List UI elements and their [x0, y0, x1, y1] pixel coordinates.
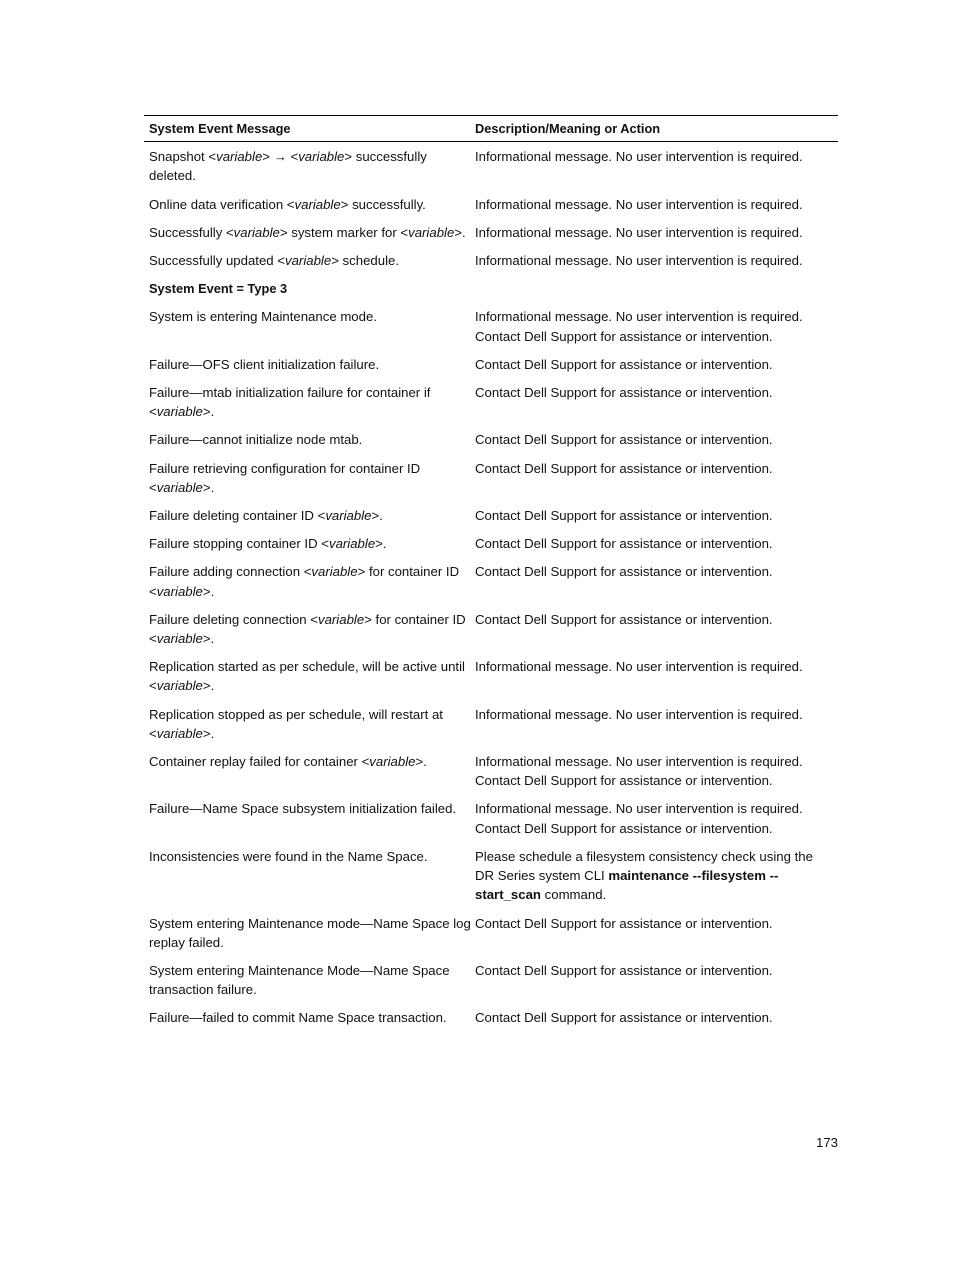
- description-cell: Contact Dell Support for assistance or intervention.: [475, 915, 773, 931]
- event-message-cell: Online data verification <variable> successfully.: [149, 196, 426, 212]
- table-row: [144, 747, 838, 794]
- table-section-row: [144, 274, 838, 302]
- table-row: [144, 454, 838, 501]
- table-row: [144, 218, 838, 246]
- event-message-cell: Failure deleting container ID <variable>.: [149, 508, 383, 524]
- table-row: [144, 350, 838, 378]
- event-message-cell: Failure—Name Space subsystem initialization failed.: [149, 801, 457, 817]
- table-row: [144, 557, 838, 604]
- system-event-table: [144, 115, 838, 1032]
- event-message-cell: Failure—OFS client initialization failure.: [149, 356, 380, 372]
- description-cell: Please schedule a filesystem consistency check using the DR Series system CLI maintenance --filesystem --start_scan command.: [475, 848, 813, 903]
- description-cell: Contact Dell Support for assistance or intervention.: [475, 564, 773, 580]
- description-cell: Contact Dell Support for assistance or intervention.: [475, 536, 773, 552]
- table-row: [144, 956, 838, 1003]
- description-cell: Contact Dell Support for assistance or intervention.: [475, 508, 773, 524]
- event-message-cell: Failure adding connection <variable> for container ID <variable>.: [149, 564, 460, 599]
- section-label: System Event = Type 3: [149, 281, 288, 297]
- table-row: [144, 501, 838, 529]
- event-message-cell: Failure deleting connection <variable> for container ID <variable>.: [149, 611, 466, 647]
- event-message-cell: Failure stopping container ID <variable>.: [149, 536, 387, 552]
- description-cell: Informational message. No user intervention is required. Contact Dell Support for assistance or intervention.: [475, 754, 803, 789]
- description-cell: Informational message. No user intervention is required.: [475, 659, 803, 675]
- description-cell: Informational message. No user intervention is required. Contact Dell Support for assistance or intervention.: [475, 801, 803, 836]
- table-row: [144, 425, 838, 453]
- description-cell: Informational message. No user intervention is required.: [475, 149, 803, 165]
- table-row: [144, 190, 838, 218]
- description-cell: Contact Dell Support for assistance or intervention.: [475, 460, 773, 476]
- description-cell: Informational message. No user intervention is required.: [475, 196, 803, 212]
- description-cell: Informational message. No user intervention is required. Contact Dell Support for assistance or intervention.: [475, 309, 803, 344]
- page-number: 173: [815, 1135, 838, 1150]
- event-message-cell: Inconsistencies were found in the Name Space.: [149, 848, 428, 864]
- event-message-cell: Failure retrieving configuration for container ID <variable>.: [149, 460, 421, 495]
- table-row: [144, 142, 838, 189]
- table-header-row: [144, 116, 838, 142]
- description-cell: Contact Dell Support for assistance or intervention.: [475, 385, 773, 401]
- event-message-cell: Successfully <variable> system marker for <variable>.: [149, 224, 466, 240]
- section-empty-cell: [475, 279, 838, 298]
- event-message-cell: Snapshot <variable> → <variable> successfully deleted.: [149, 149, 427, 184]
- table-body: [144, 142, 838, 1031]
- description-cell: Contact Dell Support for assistance or intervention.: [475, 611, 773, 627]
- event-message-cell: Successfully updated <variable> schedule.: [149, 253, 400, 269]
- table-row: [144, 700, 838, 747]
- table-row: [144, 529, 838, 557]
- description-cell: Contact Dell Support for assistance or intervention.: [475, 962, 773, 978]
- table-row: [144, 246, 838, 274]
- event-message-cell: Failure—mtab initialization failure for container if <variable>.: [149, 385, 431, 420]
- event-message-cell: System is entering Maintenance mode.: [149, 309, 377, 325]
- description-cell: Contact Dell Support for assistance or intervention.: [475, 356, 773, 372]
- description-cell: Contact Dell Support for assistance or intervention.: [475, 1010, 773, 1026]
- event-message-cell: Failure—cannot initialize node mtab.: [149, 432, 363, 448]
- table-row: [144, 794, 838, 841]
- description-cell: Informational message. No user intervention is required.: [475, 706, 803, 722]
- table-row: [144, 652, 838, 699]
- table-row: [144, 605, 838, 652]
- event-message-cell: System entering Maintenance Mode—Name Space transaction failure.: [149, 962, 450, 998]
- description-cell: Contact Dell Support for assistance or intervention.: [475, 432, 773, 448]
- header-system-event-message: System Event Message: [149, 121, 291, 136]
- event-message-cell: System entering Maintenance mode—Name Space log replay failed.: [149, 915, 471, 950]
- table-row: [144, 842, 838, 909]
- event-message-cell: Replication stopped as per schedule, will restart at <variable>.: [149, 706, 443, 741]
- description-cell: Informational message. No user intervention is required.: [475, 224, 803, 240]
- header-description: Description/Meaning or Action: [475, 121, 661, 136]
- table-row: [144, 378, 838, 425]
- table-row: [144, 909, 838, 956]
- event-message-cell: Replication started as per schedule, will be active until <variable>.: [149, 659, 465, 694]
- description-cell: Informational message. No user intervention is required.: [475, 253, 803, 269]
- event-message-cell: Container replay failed for container <variable>.: [149, 754, 427, 770]
- table-row: [144, 1003, 838, 1031]
- event-message-cell: Failure—failed to commit Name Space transaction.: [149, 1010, 447, 1026]
- table-row: [144, 302, 838, 349]
